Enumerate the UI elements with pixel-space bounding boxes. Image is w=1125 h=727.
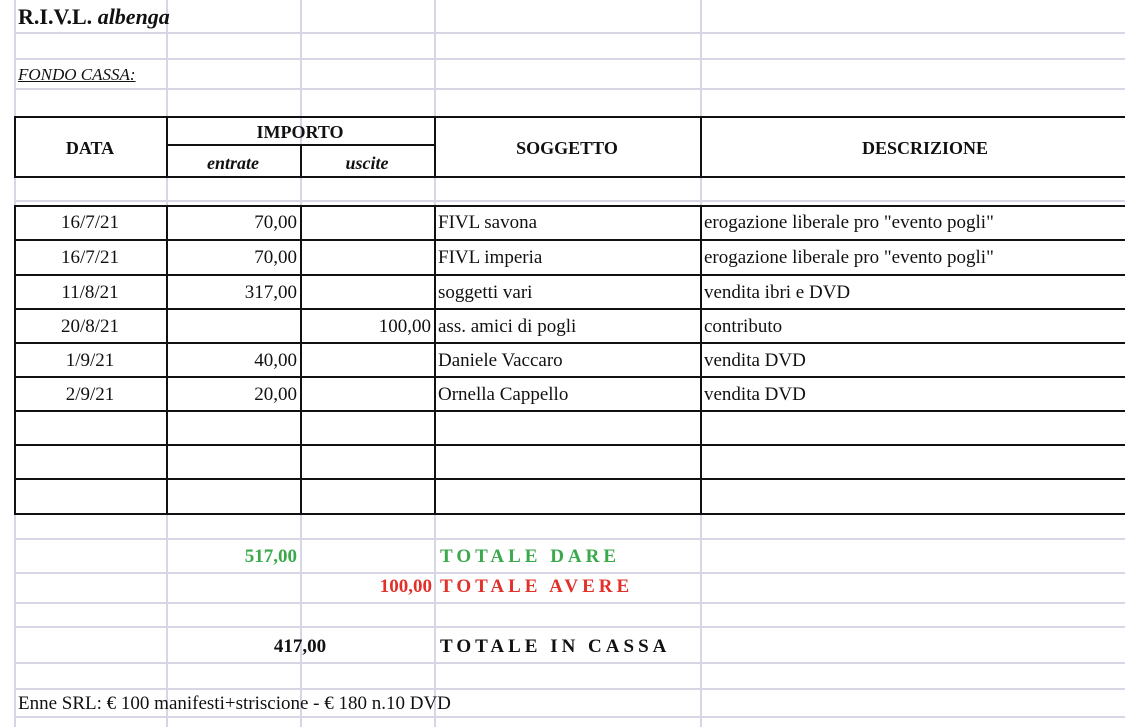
cell-entrate: 20,00 <box>254 384 297 405</box>
cell-descrizione: vendita DVD <box>704 384 806 405</box>
footer-note: Enne SRL: € 100 manifesti+striscione - € 180 n.10 DVD <box>18 693 451 714</box>
cell-soggetto: Daniele Vaccaro <box>438 350 563 371</box>
col-header-importo: IMPORTO <box>256 122 344 142</box>
org-name: R.I.V.L. <box>18 4 93 29</box>
totale-dare-value: 517,00 <box>244 546 297 567</box>
cell-descrizione: erogazione liberale pro "evento pogli" <box>704 247 994 268</box>
totale-avere-label: TOTALE AVERE <box>440 576 634 597</box>
grid-line <box>14 662 1125 664</box>
grid-line <box>14 538 1125 540</box>
table-border <box>14 376 1125 378</box>
cell-data: 1/9/21 <box>65 350 115 371</box>
col-header-data: DATA <box>65 138 115 158</box>
table-border <box>14 205 1125 207</box>
table-border <box>14 513 1125 515</box>
cell-entrate: 40,00 <box>254 350 297 371</box>
cell-soggetto: soggetti vari <box>438 282 533 303</box>
fund-label: FONDO CASSA: <box>18 65 136 84</box>
col-header-descrizione: DESCRIZIONE <box>861 138 989 158</box>
org-title <box>18 5 170 29</box>
table-border <box>300 205 302 515</box>
cell-entrate: 70,00 <box>254 212 297 233</box>
cell-soggetto: ass. amici di pogli <box>438 316 577 337</box>
cell-descrizione: contributo <box>704 316 783 337</box>
col-header-soggetto: SOGGETTO <box>516 138 618 158</box>
cell-data: 2/9/21 <box>65 384 115 405</box>
table-border <box>14 239 1125 241</box>
table-border <box>14 444 1125 446</box>
grid-line <box>14 688 1125 690</box>
cell-data: 16/7/21 <box>60 247 120 268</box>
col-header-entrate: entrate <box>207 153 259 173</box>
grid-line <box>14 200 1125 202</box>
table-border <box>14 274 1125 276</box>
cell-descrizione: vendita ibri e DVD <box>704 282 851 303</box>
table-border <box>14 478 1125 480</box>
cell-soggetto: Ornella Cappello <box>438 384 569 405</box>
cell-data: 20/8/21 <box>60 316 120 337</box>
table-border <box>14 342 1125 344</box>
grid-line <box>14 602 1125 604</box>
cell-entrate: 70,00 <box>254 247 297 268</box>
grid-line <box>14 58 1125 60</box>
grid-line <box>14 716 1125 718</box>
grid-line <box>14 572 1125 574</box>
cell-uscite: 100,00 <box>378 316 431 337</box>
totale-cassa-value: 417,00 <box>273 636 327 657</box>
cell-data: 11/8/21 <box>61 282 119 303</box>
cell-entrate: 317,00 <box>244 282 297 303</box>
cell-soggetto: FIVL savona <box>438 212 538 233</box>
totale-avere-value: 100,00 <box>379 576 432 597</box>
totale-dare-label: TOTALE DARE <box>440 546 621 567</box>
table-border <box>14 116 1125 118</box>
grid-line <box>14 626 1125 628</box>
cell-soggetto: FIVL imperia <box>438 247 543 268</box>
org-place: albenga <box>97 4 170 29</box>
totale-cassa-label: TOTALE IN CASSA <box>440 636 671 657</box>
grid-line <box>14 32 1125 34</box>
cell-descrizione: vendita DVD <box>704 350 806 371</box>
col-header-uscite: uscite <box>345 153 389 173</box>
cell-data: 16/7/21 <box>60 212 120 233</box>
table-border <box>700 205 702 515</box>
table-border <box>14 410 1125 412</box>
cell-descrizione: erogazione liberale pro "evento pogli" <box>704 212 994 233</box>
table-border <box>434 205 436 515</box>
table-border <box>14 176 1125 178</box>
table-border <box>14 308 1125 310</box>
grid-line <box>14 88 1125 90</box>
